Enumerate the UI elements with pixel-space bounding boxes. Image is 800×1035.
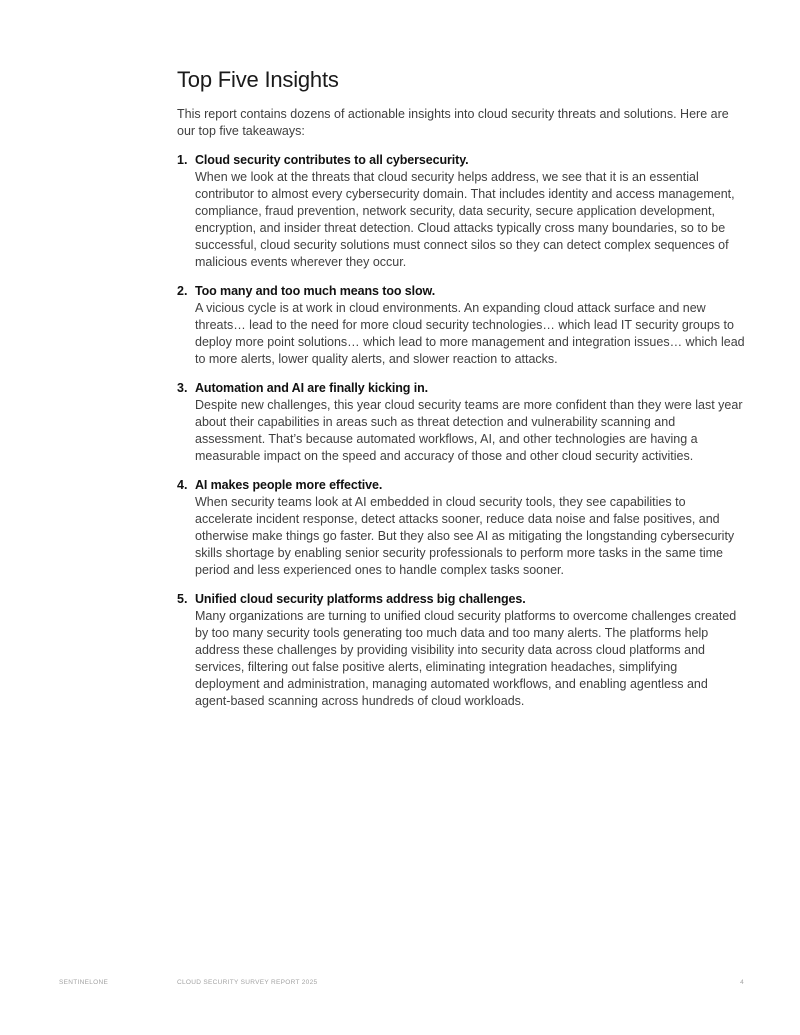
insight-number: 2. (177, 284, 188, 298)
insight-title: AI makes people more effective. (195, 478, 383, 492)
insight-number: 4. (177, 478, 188, 492)
insight-item-2 (177, 283, 745, 368)
insights-list (177, 152, 745, 710)
insight-body: A vicious cycle is at work in cloud environments. An expanding cloud attack surface and new threats… lead to the need for more cloud security technologies… which lead IT security groups to deploy more point solutions… which lead to more management and integration issues… which lead to more alerts, lower quality alerts, and slower reaction to attacks. (195, 301, 745, 366)
page-title: Top Five Insights (177, 67, 339, 92)
footer-report-title: CLOUD SECURITY SURVEY REPORT 2025 (177, 979, 318, 986)
insight-title: Too many and too much means too slow. (195, 284, 436, 298)
insight-item-4 (177, 477, 745, 579)
insight-title: Unified cloud security platforms address big challenges. (195, 592, 526, 606)
page-footer (0, 979, 800, 989)
insight-item-3 (177, 380, 745, 465)
insight-body: When security teams look at AI embedded in cloud security tools, they see capabilities to accelerate incident response, detect attacks sooner, reduce data noise and false positives, and otherwise make things go faster. But they also see AI as mitigating the longstanding cybersecurity skills shortage by enabling senior security professionals to perform more tasks in the same time period and less experienced ones to handle complex tasks sooner. (195, 495, 735, 577)
insight-number: 5. (177, 592, 188, 606)
page-content (177, 66, 745, 722)
insight-title: Cloud security contributes to all cybersecurity. (195, 153, 469, 167)
insight-title: Automation and AI are finally kicking in. (195, 381, 428, 395)
insight-body: Many organizations are turning to unified cloud security platforms to overcome challenges created by too many security tools generating too much data and too many alerts. The platforms help address these challenges by providing visibility into security data across cloud platforms and services, filtering out false positive alerts, eliminating integration headaches, simplifying deployment and administration, managing automated workflows, and enabling agentless and agent-based scanning across hundreds of cloud workloads. (195, 609, 737, 708)
footer-brand: SENTINELONE (59, 979, 109, 986)
footer-page-number: 4 (740, 979, 744, 986)
insight-number: 1. (177, 153, 188, 167)
insight-body: Despite new challenges, this year cloud security teams are more confident than they were last year about their capabilities in areas such as threat detection and vulnerability scanning and assessment. That’s because automated workflows, AI, and other technologies are having a measurable impact on the speed and accuracy of those and other cloud security activities. (195, 398, 743, 463)
insight-item-5 (177, 591, 745, 710)
insight-body: When we look at the threats that cloud security helps address, we see that it is an essential contributor to almost every cybersecurity domain. That includes identity and access management, compliance, fraud prevention, network security, data security, secure application development, encryption, and insider threat detection. Cloud attacks typically cross many boundaries, so to be successful, cloud security solutions must connect silos so they can detect complex sequences of malicious events wherever they occur. (195, 170, 735, 269)
intro-paragraph: This report contains dozens of actionable insights into cloud security threats and solutions. Here are our top five takeaways: (177, 107, 729, 138)
insight-number: 3. (177, 381, 188, 395)
insight-item-1 (177, 152, 745, 271)
